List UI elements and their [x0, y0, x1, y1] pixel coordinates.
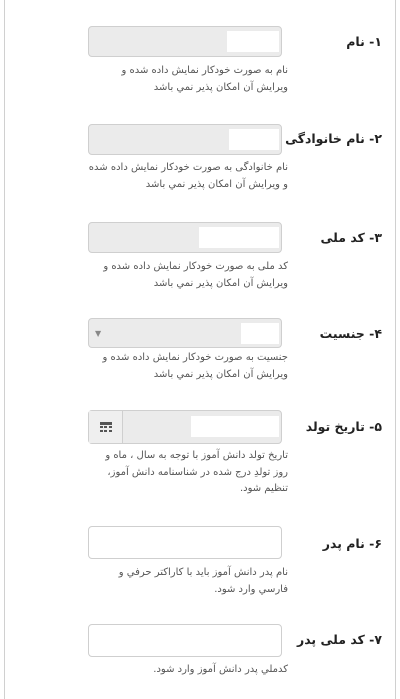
- national-code-label: ۳- کد ملی: [320, 230, 382, 245]
- father-national-code-label: ۷- کد ملی پدر: [297, 632, 382, 647]
- first-name-label: ۱- نام: [346, 34, 382, 49]
- birth-date-label: ۵- تاریخ تولد: [305, 419, 382, 434]
- first-name-value-mask: [227, 31, 279, 52]
- national-code-field[interactable]: [88, 222, 282, 253]
- father-national-code-input[interactable]: [88, 624, 282, 657]
- last-name-label: ۲- نام خانوادگی: [285, 131, 382, 146]
- birth-date-value-mask: [191, 416, 279, 437]
- father-national-code-help: کدملي پدر دانش آموز وارد شود.: [153, 664, 288, 675]
- gender-help: جنسیت به صورت خودکار نمایش داده شده و ويرايش آن امکان پذير نمي باشد: [102, 352, 288, 380]
- birth-date-help: تاریخ تولد دانش آموز با توجه به سال ، ماه و روز تولدِ درج شده در شناسنامه دانش آموز، تنظیم شود.: [105, 450, 288, 494]
- national-code-help: کد ملی به صورت خودکار نمایش داده شده و ويرايش آن امکان پذير نمي باشد: [103, 261, 288, 289]
- gender-value-mask: [241, 323, 279, 344]
- gender-label: ۴- جنسیت: [319, 326, 382, 341]
- father-name-label: ۶- نام پدر: [322, 536, 382, 551]
- calendar-icon: [100, 422, 112, 433]
- gender-select[interactable]: [88, 318, 282, 348]
- first-name-field[interactable]: [88, 26, 282, 57]
- father-name-input[interactable]: [88, 526, 282, 559]
- chevron-down-icon: ▼: [95, 329, 102, 338]
- calendar-button[interactable]: [89, 411, 123, 443]
- last-name-help: نام خانوادگی به صورت خودکار نمایش داده شده و ويرايش آن امکان پذير نمي باشد: [88, 162, 288, 190]
- national-code-value-mask: [199, 227, 279, 248]
- last-name-value-mask: [229, 129, 279, 150]
- last-name-field[interactable]: [88, 124, 282, 155]
- first-name-help: نام به صورت خودکار نمایش داده شده و ويرايش آن امکان پذير نمي باشد: [121, 65, 288, 93]
- father-name-help: نام پدر دانش آموز باید با کاراکتر حرفي و فارسي وارد شود.: [118, 567, 288, 595]
- birth-date-field[interactable]: [88, 410, 282, 444]
